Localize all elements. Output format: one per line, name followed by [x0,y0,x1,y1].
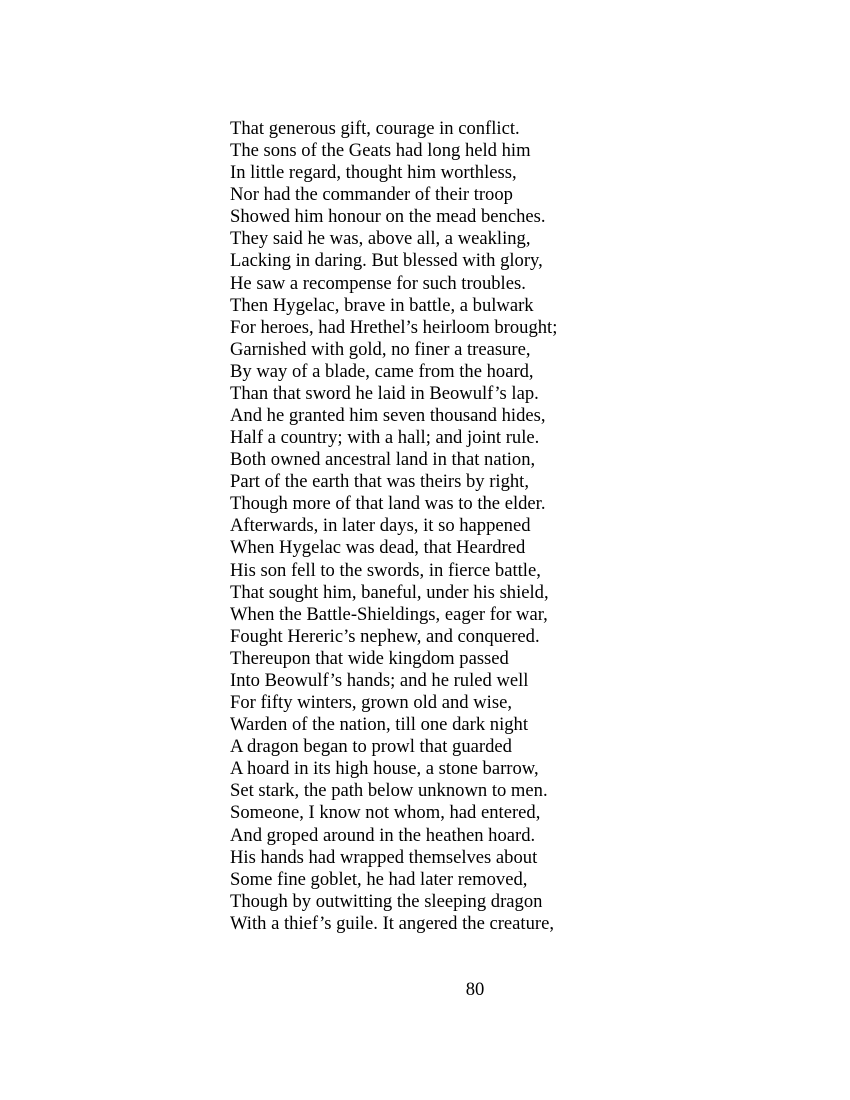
poem-text [230,118,790,935]
poem-line: Fought Hereric’s nephew, and conquered. [230,625,540,647]
poem-line: That generous gift, courage in conflict. [230,118,520,139]
poem-line: That sought him, baneful, under his shield, [230,581,549,603]
poem-line: Both owned ancestral land in that nation, [230,449,536,471]
poem-line: And he granted him seven thousand hides, [230,405,546,427]
poem-line: A hoard in its high house, a stone barrow, [230,758,539,780]
poem-line: He saw a recompense for such troubles. [230,272,526,294]
poem-line: When the Battle-Shieldings, eager for war, [230,603,548,625]
poem-line: Set stark, the path below unknown to men. [230,780,548,802]
poem-line: Thereupon that wide kingdom passed [230,647,509,669]
poem-line: His hands had wrapped themselves about [230,846,538,868]
poem-line: Some fine goblet, he had later removed, [230,868,528,890]
poem-line: Nor had the commander of their troop [230,184,513,206]
poem-line: For heroes, had Hrethel’s heirloom brought; [230,316,558,338]
poem-line: Part of the earth that was theirs by right, [230,471,529,493]
poem-line: Half a country; with a hall; and joint rule. [230,427,540,449]
poem-line: Than that sword he laid in Beowulf’s lap. [230,382,539,404]
poem-line: Then Hygelac, brave in battle, a bulwark [230,294,534,316]
poem-line: Someone, I know not whom, had entered, [230,802,541,824]
poem-line: His son fell to the swords, in fierce battle, [230,559,541,581]
poem-line: Garnished with gold, no finer a treasure, [230,338,531,360]
poem-line: For fifty winters, grown old and wise, [230,692,512,714]
poem-line: With a thief’s guile. It angered the creature, [230,912,554,934]
poem-line: Though more of that land was to the elder. [230,493,546,515]
poem-line: By way of a blade, came from the hoard, [230,360,534,382]
poem-line: They said he was, above all, a weakling, [230,228,531,250]
poem-line: And groped around in the heathen hoard. [230,824,536,846]
poem-line: When Hygelac was dead, that Heardred [230,537,526,559]
poem-line: A dragon began to prowl that guarded [230,736,512,758]
poem-line: Lacking in daring. But blessed with glory, [230,250,543,272]
poem-line: Showed him honour on the mead benches. [230,206,546,228]
poem-line: In little regard, thought him worthless, [230,162,517,184]
poem-line: The sons of the Geats had long held him [230,140,531,162]
poem-line: Into Beowulf’s hands; and he ruled well [230,669,529,691]
poem-line: Though by outwitting the sleeping dragon [230,890,543,912]
poem-line: Warden of the nation, till one dark night [230,714,528,736]
poem-line: Afterwards, in later days, it so happened [230,515,531,537]
page-number: 80 [465,979,485,1000]
